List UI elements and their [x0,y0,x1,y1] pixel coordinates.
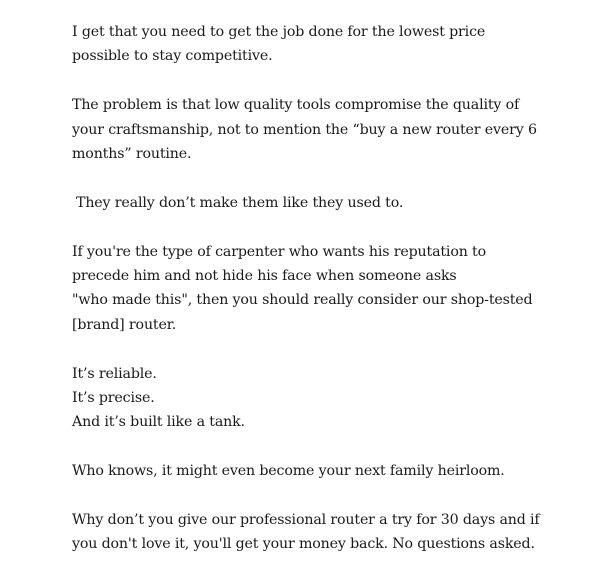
text-line: They really don’t make them like they used to. [76,194,404,211]
text-line: Who knows, it might even become your next family heirloom. [72,463,505,480]
paragraph-problem [72,93,552,166]
text-line: The problem is that low quality tools compromise the quality of [72,97,520,114]
text-line: It’s reliable. [72,365,157,382]
text-line: Why don’t you give our professional router a try for 30 days and if [72,512,540,529]
paragraph-intro [72,20,552,69]
text-line: your craftsmanship, not to mention the “buy a new router every 6 [72,121,537,138]
document-body [72,20,552,581]
paragraph-call-to-action [72,508,552,557]
text-line: you don't love it, you'll get your money back. No questions asked. [72,536,535,553]
paragraph-nostalgia [72,191,552,215]
text-line: "who made this", then you should really consider our shop-tested [72,292,533,309]
paragraph-reputation [72,240,552,338]
text-line: If you're the type of carpenter who wants his reputation to [72,243,486,260]
paragraph-heirloom [72,459,552,483]
text-line: precede him and not hide his face when someone asks [72,268,457,285]
paragraph-features [72,362,552,435]
text-line: months” routine. [72,146,192,163]
text-line: possible to stay competitive. [72,48,273,65]
text-line: I get that you need to get the job done for the lowest price [72,24,486,40]
text-line: [brand] router. [72,316,177,333]
text-line: And it’s built like a tank. [72,414,245,431]
text-line: It’s precise. [72,390,155,407]
